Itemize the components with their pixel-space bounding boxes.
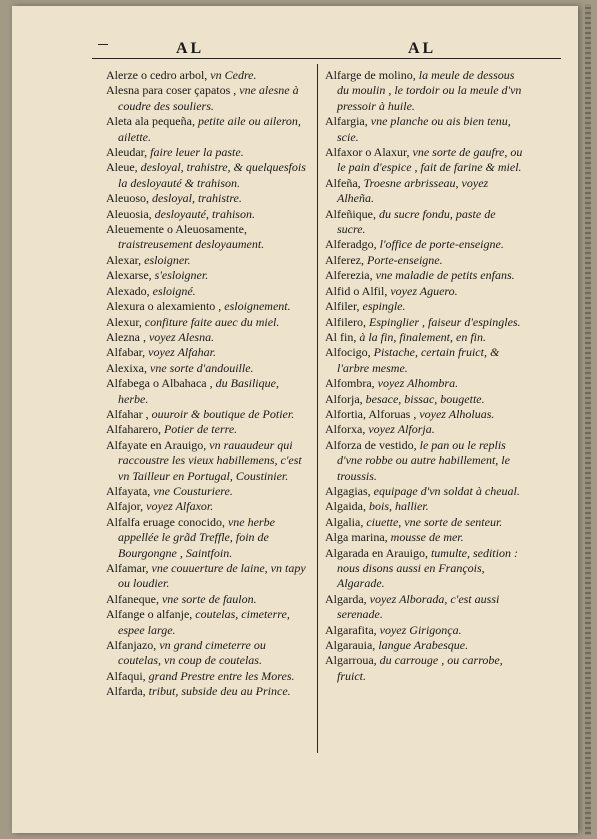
entry-headword: Alfilero,	[325, 314, 366, 329]
dictionary-entry	[325, 268, 525, 283]
entry-headword: Alexixa,	[106, 360, 147, 375]
entry-headword: Alesna para coser çapatos ,	[106, 83, 237, 98]
entry-definition: voyez Alesna.	[148, 329, 215, 344]
entry-headword: Alfalfa eruage conocido,	[106, 514, 225, 529]
entry-headword: Alexado,	[106, 283, 150, 298]
entry-definition: la meule de dessous du moulin , le tordoir ou la meule d'vn pressoir à huile.	[337, 68, 522, 113]
entry-definition: desloyal, trahistre, & quelquesfois la desloyauté & trahison.	[118, 160, 306, 190]
right-column	[325, 68, 525, 684]
dictionary-entry	[325, 176, 525, 207]
dictionary-entry	[106, 268, 310, 283]
dictionary-entry	[106, 253, 310, 268]
entry-definition: voyez Alborada, c'est aussi serenade.	[337, 591, 500, 622]
entry-headword: Alexarse,	[106, 268, 152, 283]
dictionary-entry	[106, 438, 310, 484]
entry-headword: Alfange o alfanje,	[106, 607, 193, 622]
entry-headword: Algagias,	[325, 483, 371, 498]
entry-definition: l'office de porte-enseigne.	[379, 237, 504, 252]
entry-headword: Alferezia,	[325, 268, 373, 283]
entry-definition: du carrouge , ou carrobe, fruict.	[337, 653, 503, 683]
entry-definition: desloyal, trahistre.	[152, 191, 242, 206]
entry-definition: Troesne arbrisseau, voyez Alheña.	[337, 175, 489, 206]
dictionary-entry	[325, 623, 525, 638]
dictionary-entry	[325, 299, 525, 314]
entry-definition: vne sorte d'andouille.	[150, 360, 254, 375]
left-column	[106, 68, 310, 700]
dictionary-entry	[106, 222, 310, 253]
dictionary-entry	[106, 607, 310, 638]
header-rule	[92, 58, 561, 59]
entry-headword: Alfaharero,	[106, 422, 161, 437]
entry-definition: besace, bissac, bougette.	[365, 391, 485, 406]
entry-headword: Alforza de vestido,	[325, 437, 417, 452]
entry-headword: Alfabega o Albahaca ,	[106, 376, 213, 391]
entry-definition: confiture faite auec du miel.	[144, 314, 280, 329]
entry-definition: tribut, subside deu au Prince.	[148, 684, 291, 699]
dictionary-entry	[106, 345, 310, 360]
entry-headword: Alfayata,	[106, 483, 151, 498]
entry-definition: ouuroir & boutique de Potier.	[151, 406, 295, 421]
entry-headword: Alferadgo,	[325, 237, 377, 252]
dictionary-entry	[325, 515, 525, 530]
dictionary-entry	[106, 299, 310, 314]
dictionary-entry	[106, 207, 310, 222]
entry-definition: desloyauté, trahison.	[154, 206, 255, 221]
dictionary-entry	[325, 145, 525, 176]
dictionary-entry	[106, 315, 310, 330]
entry-headword: Alfaneque,	[106, 591, 159, 606]
dictionary-entry	[106, 114, 310, 145]
dictionary-entry	[106, 330, 310, 345]
dictionary-entry	[325, 638, 525, 653]
entry-headword: Algarroua,	[325, 653, 377, 668]
dictionary-entry	[106, 191, 310, 206]
entry-definition: voyez Alfaxor.	[146, 499, 214, 514]
entry-definition: tumulte, sedition : nous disons aussi en François, Algarade.	[337, 545, 518, 591]
entry-definition: vn rauaudeur qui raccoustre les vieux habillemens, c'est vn Tailleur en Portugal, Coustinier.	[118, 437, 302, 483]
entry-definition: vne sorte de faulon.	[161, 591, 257, 606]
entry-headword: Alferez,	[325, 252, 364, 267]
entry-definition: equipage d'vn soldat à cheual.	[373, 483, 520, 498]
entry-headword: Alerze o cedro arbol,	[106, 68, 208, 82]
entry-definition: voyez Alforja.	[368, 422, 435, 437]
entry-headword: Algarda,	[325, 591, 367, 606]
header-dash	[98, 44, 108, 45]
entry-definition: voyez Girigonça.	[379, 622, 462, 637]
entry-headword: Aleudar,	[106, 145, 148, 160]
entry-headword: Aleuoso,	[106, 191, 149, 206]
dictionary-entry	[106, 160, 310, 191]
dictionary-entry	[325, 438, 525, 484]
entry-definition: le pan ou le replis d'vne robbe ou autre habillement, le troussis.	[337, 437, 510, 483]
entry-definition: vne planche ou ais bien tenu, scie.	[337, 114, 511, 144]
entry-definition: à la fin, finalement, en fin.	[359, 329, 486, 344]
entry-headword: Alfeña,	[325, 175, 361, 190]
entry-headword: Alfombra,	[325, 376, 375, 391]
entry-definition: bois, hallier.	[369, 499, 429, 514]
entry-definition: vne maladie de petits enfans.	[375, 268, 515, 283]
entry-definition: vne Cousturiere.	[153, 483, 233, 498]
dictionary-entry	[325, 484, 525, 499]
dictionary-entry	[325, 284, 525, 299]
entry-definition: voyez Aguero.	[390, 283, 458, 298]
entry-headword: Alfayate en Arauigo,	[106, 437, 207, 452]
entry-headword: Alfamar,	[106, 561, 149, 575]
dictionary-entry	[106, 561, 310, 592]
entry-definition: vn grand cimeterre ou coutelas, vn coup de coutelas.	[118, 638, 266, 668]
entry-definition: vn Cedre.	[210, 68, 257, 82]
entry-definition: Porte-enseigne.	[366, 252, 443, 267]
entry-headword: Aleuemente o Aleuosamente,	[106, 222, 247, 237]
entry-definition: vne sorte de gaufre, ou le pain d'espice , fait de farine & miel.	[337, 145, 523, 175]
entry-headword: Alga marina,	[325, 530, 388, 545]
dictionary-entry	[106, 407, 310, 422]
entry-headword: Alezna ,	[106, 329, 146, 344]
dictionary-entry	[106, 684, 310, 699]
entry-definition: grand Prestre entre les Mores.	[148, 668, 295, 683]
entry-headword: Alfeñique,	[325, 206, 376, 221]
entry-definition: langue Arabesque.	[378, 638, 469, 653]
entry-headword: Alfarge de molino,	[325, 68, 416, 82]
dictionary-entry	[325, 407, 525, 422]
dictionary-entry	[325, 207, 525, 238]
entry-headword: Alfabar,	[106, 345, 146, 360]
entry-definition: voyez Alhombra.	[377, 376, 459, 391]
entry-definition: du Basilique, herbe.	[118, 376, 279, 406]
dictionary-entry	[325, 392, 525, 407]
entry-headword: Algarafita,	[325, 622, 377, 637]
entry-definition: esloignement.	[224, 299, 291, 314]
entry-headword: Alexar,	[106, 252, 142, 267]
dictionary-entry	[106, 484, 310, 499]
dictionary-entry	[325, 376, 525, 391]
entry-headword: Alforja,	[325, 391, 363, 406]
entry-headword: Alfarda,	[106, 684, 146, 699]
binding-edge	[585, 4, 591, 835]
entry-headword: Algalia,	[325, 514, 364, 529]
dictionary-entry	[325, 330, 525, 345]
entry-headword: Aleuosia,	[106, 206, 152, 221]
entry-definition: ciuette, vne sorte de senteur.	[366, 514, 503, 529]
dictionary-entry	[325, 422, 525, 437]
entry-headword: Aleta ala pequeña,	[106, 114, 195, 129]
dictionary-entry	[325, 546, 525, 592]
dictionary-entry	[106, 499, 310, 514]
dictionary-entry	[106, 361, 310, 376]
entry-headword: Alfid o Alfil,	[325, 283, 388, 298]
dictionary-entry	[106, 68, 310, 83]
entry-definition: du sucre fondu, paste de sucre.	[337, 206, 496, 237]
right-running-head: AL	[408, 40, 437, 57]
entry-headword: Alfaxor o Alaxur,	[325, 145, 410, 160]
entry-definition: mousse de mer.	[390, 530, 464, 545]
entry-headword: Alexur,	[106, 314, 142, 329]
entry-definition: traistreusement desloyaument.	[118, 237, 265, 252]
entry-definition: esloigner.	[144, 252, 191, 267]
dictionary-entry	[106, 422, 310, 437]
dictionary-entry	[106, 515, 310, 561]
entry-headword: Alfocigo,	[325, 345, 371, 360]
entry-headword: Alfahar ,	[106, 406, 149, 421]
dictionary-entry	[325, 499, 525, 514]
entry-headword: Alfortia, Alforuas ,	[325, 406, 417, 421]
entry-definition: vne couuerture de laine, vn tapy ou loudier.	[118, 561, 306, 591]
dictionary-entry	[106, 669, 310, 684]
entry-headword: Algaida,	[325, 499, 366, 514]
dictionary-entry	[325, 237, 525, 252]
entry-headword: Alfanjazo,	[106, 638, 157, 653]
dictionary-entry	[325, 315, 525, 330]
entry-headword: Alfaqui,	[106, 668, 146, 683]
entry-headword: Alexura o alexamiento ,	[106, 299, 222, 314]
dictionary-entry	[106, 376, 310, 407]
entry-definition: coutelas, cimeterre, espee large.	[118, 607, 290, 637]
dictionary-entry	[325, 114, 525, 145]
entry-definition: Potier de terre.	[163, 422, 238, 437]
dictionary-entry	[106, 145, 310, 160]
dictionary-entry	[325, 253, 525, 268]
entry-definition: voyez Alfahar.	[148, 345, 216, 360]
dictionary-entry	[106, 592, 310, 607]
dictionary-entry	[325, 653, 525, 684]
entry-definition: petite aile ou aileron, ailette.	[118, 114, 301, 144]
entry-definition: espingle.	[362, 299, 406, 314]
entry-definition: Espinglier , faiseur d'espingles.	[369, 314, 521, 329]
dictionary-entry	[325, 68, 525, 114]
entry-headword: Alfiler,	[325, 299, 360, 314]
entry-headword: Algarada en Arauigo,	[325, 545, 428, 560]
entry-definition: faire leuer la paste.	[150, 145, 244, 160]
entry-headword: Alfargia,	[325, 114, 368, 129]
entry-definition: Pistache, certain fruict, & l'arbre mesme.	[337, 345, 500, 375]
dictionary-entry	[325, 592, 525, 623]
entry-headword: Algarauia,	[325, 638, 376, 653]
entry-headword: Alfajor,	[106, 499, 144, 514]
entry-definition: vne herbe appellée le grãd Treffle, foin de Bourgongne , Saintfoin.	[118, 514, 275, 560]
entry-definition: voyez Alholuas.	[419, 406, 495, 421]
entry-definition: esloigné.	[152, 283, 196, 298]
entry-definition: s'esloigner.	[154, 268, 209, 283]
entry-headword: Alforxa,	[325, 422, 366, 437]
entry-headword: Aleue,	[106, 160, 138, 175]
dictionary-entry	[325, 345, 525, 376]
dictionary-entry	[325, 530, 525, 545]
column-divider	[317, 64, 318, 753]
dictionary-entry	[106, 284, 310, 299]
left-running-head: AL	[176, 40, 205, 57]
dictionary-entry	[106, 83, 310, 114]
entry-definition: vne alesne à coudre des souliers.	[118, 83, 299, 113]
dictionary-entry	[106, 638, 310, 669]
entry-headword: Al fin,	[325, 329, 357, 344]
